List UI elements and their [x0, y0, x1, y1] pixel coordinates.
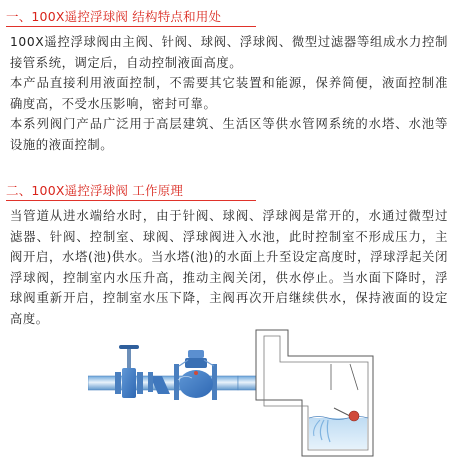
section-heading — [0, 0, 460, 28]
heading-underline — [6, 200, 256, 201]
paragraph: 本系列阀门产品广泛用于高层建筑、生活区等供水管网系统的水塔、水池等设施的液面控制。 — [10, 117, 448, 152]
section-body — [0, 202, 460, 329]
paragraph: 本产品直接利用液面控制，不需要其它装置和能源，保养简便，液面控制准确度高，不受水压影响，密封可靠。 — [10, 76, 448, 111]
paragraph: 当管道从进水端给水时，由于针阀、球阀、浮球阀是常开的，水通过微型过滤器、针阀、控制室、球阀、浮球阀进入水池，此时控制室不形成压力，主阀开启，水塔(池)供水。当水塔(池)的水面上升至设定高度时，浮球浮起关闭浮球阀，控制室内水压升高，推动主阀关闭，供水停止。当水面下降时，浮球阀重新开启，控制室水压下降，主阀再次开启继续供水，保持液面的设定高度。 — [10, 209, 448, 326]
paragraph: 100X遥控浮球阀由主阀、针阀、球阀、浮球阀、微型过滤器等组成水力控制接管系统，调定后，自动控制液面高度。 — [10, 35, 448, 70]
section-title: 二、100X遥控浮球阀 工作原理 — [6, 183, 184, 198]
heading-underline — [6, 26, 256, 27]
main-valve-icon — [174, 350, 217, 400]
water-tank — [256, 330, 373, 456]
section-body — [0, 28, 460, 155]
section-heading — [0, 174, 460, 202]
section-working-principle — [0, 174, 460, 329]
gate-valve-icon — [115, 345, 143, 398]
valve-installation-diagram — [88, 328, 388, 458]
section-structure-features — [0, 0, 460, 155]
section-title: 一、100X遥控浮球阀 结构特点和用处 — [6, 9, 222, 24]
